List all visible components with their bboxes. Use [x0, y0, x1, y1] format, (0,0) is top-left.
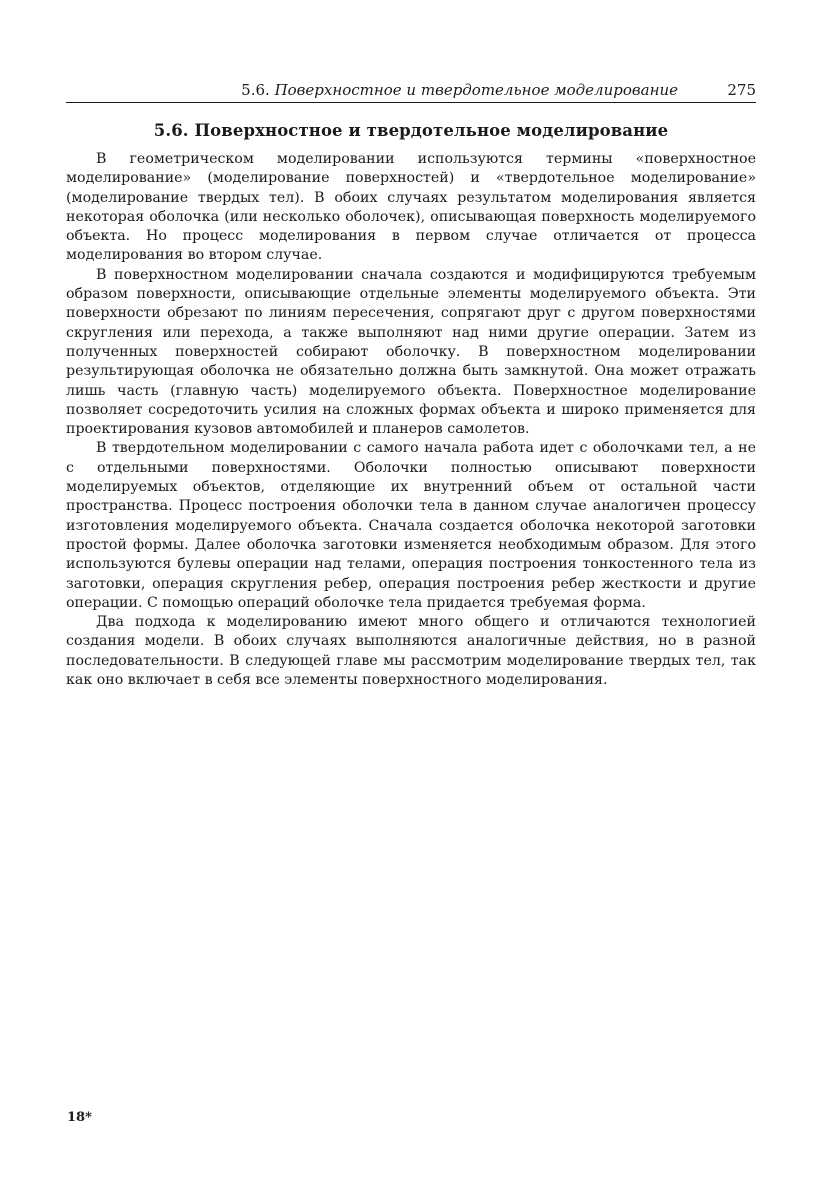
signature-mark: 18*: [67, 1110, 92, 1125]
paragraph: В твердотельном моделировании с самого начала работа идет с оболочками тел, а не с отдельными поверхностями. Оболочки полностью описывают поверхности моделируемых объектов, отделяющие их внутренний объем от остальной части пространства. Процесс построения оболочки тела в данном случае аналогичен процессу изготовления моделируемого объекта. Сначала создается оболочка некоторой заготовки простой формы. Далее оболочка заготовки изменяется необходимым образом. Для этого используются булевы операции над телами, операция построения тонкостенного тела из заготовки, операция скругления ребер, операция построения ребер жесткости и другие операции. С помощью операций оболочке тела придается требуемая форма.: [66, 440, 756, 611]
page-number: 275: [727, 81, 756, 99]
paragraph: В поверхностном моделировании сначала создаются и модифицируются требуемым образом поверхности, описывающие отдельные элементы моделируемого объекта. Эти поверхности обрезают по линиям пересечения, сопрягают друг с другом поверхностями скругления или перехода, а также выполняют над ними другие операции. Затем из полученных поверхностей собирают оболочку. В поверхностном моделировании результирующая оболочка не обязательно должна быть замкнутой. Она может отражать лишь часть (главную часть) моделируемого объекта. Поверхностное моделирование позволяет сосредоточить усилия на сложных формах объекта и широко применяется для проектирования кузовов автомобилей и планеров самолетов.: [66, 266, 756, 438]
running-header: [66, 80, 756, 103]
paragraph: Два подхода к моделированию имеют много общего и отличаются технологией создания модели. В обоих случаях выполняются аналогичные действия, но в разной последовательности. В следующей главе мы рассмотрим моделирование твердых тел, так как оно включает в себя все элементы поверхностного моделирования.: [66, 614, 756, 689]
running-header-section-title: Поверхностное и твердотельное моделирование: [274, 81, 678, 99]
body-text: [66, 150, 756, 690]
running-header-title: [66, 80, 678, 100]
running-header-section-number: 5.6.: [241, 81, 270, 99]
section-heading: 5.6. Поверхностное и твердотельное моделирование: [153, 121, 669, 140]
paragraph: В геометрическом моделировании используются термины «поверхностное моделирование» (моделирование поверхностей) и «твердотельное моделирование» (моделирование твердых тел). В обоих случаях результатом моделирования является некоторая оболочка (или несколько оболочек), описывающая поверхность моделируемого объекта. Но процесс моделирования в первом случае отличается от процесса моделирования во втором случае.: [66, 151, 756, 264]
